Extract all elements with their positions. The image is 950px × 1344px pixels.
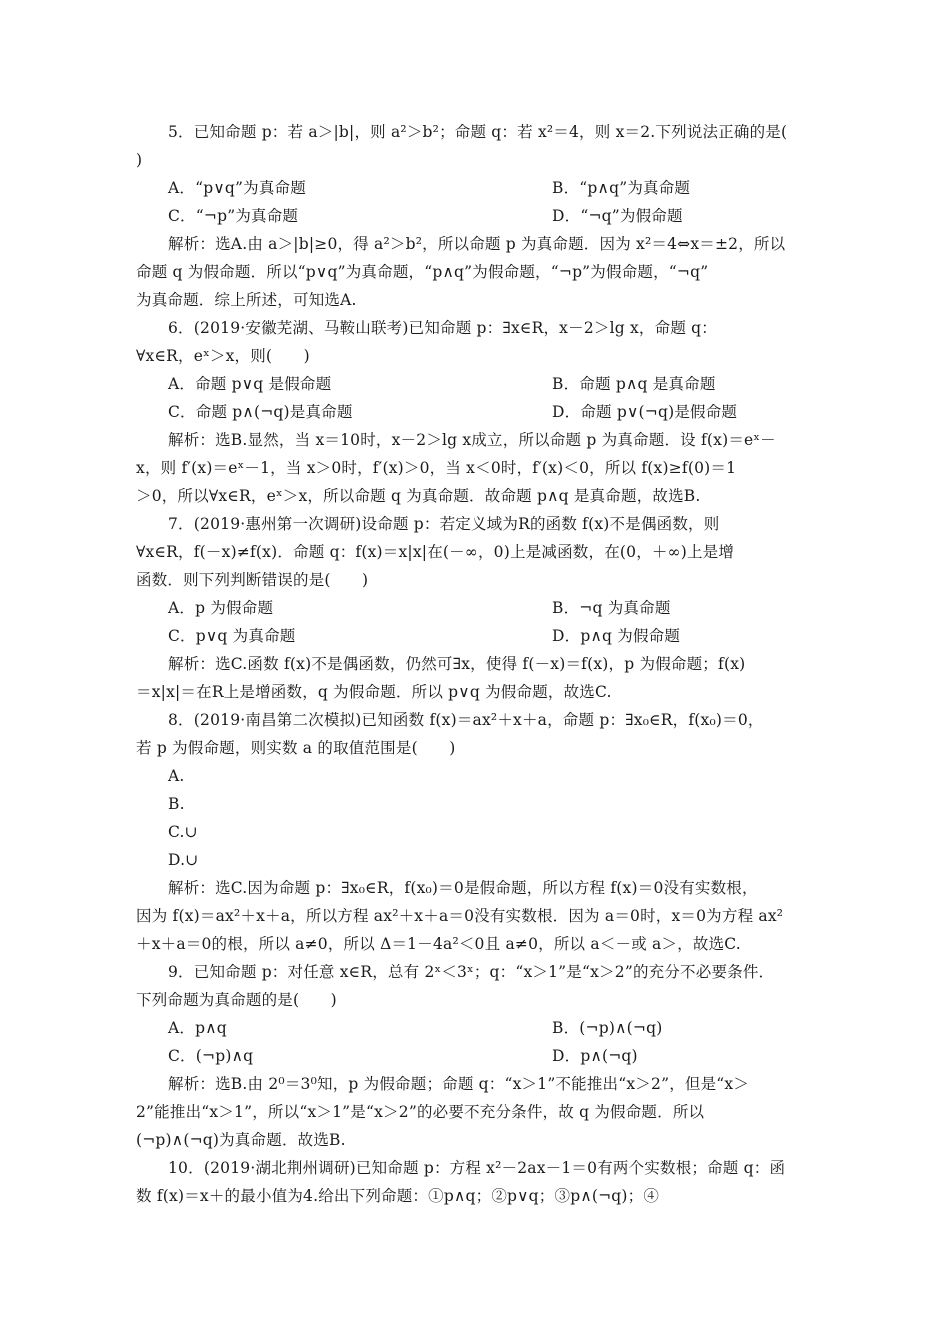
q9-option-a: A．p∧q: [168, 1019, 227, 1037]
q5-option-d: D．“¬q”为假命题: [552, 207, 683, 225]
q9-stem-cont: 下列命题为真命题的是( ): [136, 991, 337, 1009]
q8-solution: 解析：选C.因为命题 p：∃x₀∈R，f(x₀)＝0是假命题，所以方程 f(x)＝0没有实数根，: [168, 879, 758, 897]
q5-solution: 解析：选A.由 a＞|b|≥0，得 a²＞b²，所以命题 p 为真命题．因为 x²＝4⇔x＝±2，所以: [168, 235, 786, 253]
q5-solution-cont: 命题 q 为假命题．所以“p∨q”为真命题，“p∧q”为假命题，“¬p”为假命题，“¬q”: [136, 263, 709, 281]
q7-stem: 7．(2019·惠州第一次调研)设命题 p：若定义域为R的函数 f(x)不是偶函数，则: [168, 515, 720, 533]
q8-option-b: B.: [168, 795, 185, 813]
q8-solution-cont: 因为 f(x)＝ax²＋x＋a，所以方程 ax²＋x＋a＝0没有实数根．因为 a＝0时，x＝0为方程 ax²: [136, 907, 784, 925]
q8-option-d: D.∪: [168, 851, 199, 869]
q9-option-c: C．(¬p)∧q: [168, 1047, 254, 1065]
q8-stem-cont: 若 p 为假命题，则实数 a 的取值范围是( ): [136, 739, 456, 757]
q7-option-b: B．¬q 为真命题: [552, 599, 671, 617]
q10-stem-cont: 数 f(x)＝x＋的最小值为4.给出下列命题：①p∧q；②p∨q；③p∧(¬q)；④: [136, 1187, 660, 1205]
q6-solution: 解析：选B.显然，当 x＝10时，x－2＞lg x成立，所以命题 p 为真命题．设 f(x)＝eˣ－: [168, 431, 776, 449]
q6-option-b: B．命题 p∧q 是真命题: [552, 375, 716, 393]
q6-option-d: D．命题 p∨(¬q)是假命题: [552, 403, 738, 421]
q10-stem: 10．(2019·湖北荆州调研)已知命题 p：方程 x²－2ax－1＝0有两个实数根；命题 q：函: [168, 1159, 786, 1177]
q9-option-b: B．(¬p)∧(¬q): [552, 1019, 663, 1037]
q7-option-a: A．p 为假命题: [168, 599, 274, 617]
q9-stem: 9．已知命题 p：对任意 x∈R，总有 2ˣ＜3ˣ；q：“x＞1”是“x＞2”的充分不必要条件．: [168, 963, 775, 981]
q6-option-c: C．命题 p∧(¬q)是真命题: [168, 403, 353, 421]
q5-stem-cont: ): [136, 151, 143, 169]
q7-solution: 解析：选C.函数 f(x)不是偶函数，仍然可∃x，使得 f(－x)＝f(x)，p 为假命题；f(x): [168, 655, 746, 673]
q6-solution-cont: ＞0，所以∀x∈R，eˣ＞x，所以命题 q 为真命题．故命题 p∧q 是真命题，故选B.: [136, 487, 701, 505]
q5-option-a: A．“p∨q”为真命题: [168, 179, 306, 197]
q5-stem: 5．已知命题 p：若 a＞|b|，则 a²＞b²；命题 q：若 x²＝4，则 x＝2.下列说法正确的是(: [168, 123, 788, 141]
q9-option-d: D．p∧(¬q): [552, 1047, 638, 1065]
q5-option-b: B．“p∧q”为真命题: [552, 179, 691, 197]
q8-option-c: C.∪: [168, 823, 198, 841]
q8-stem: 8．(2019·南昌第二次模拟)已知函数 f(x)＝ax²＋x＋a，命题 p：∃x₀∈R，f(x₀)＝0，: [168, 711, 764, 729]
q9-solution: 解析：选B.由 2⁰＝3⁰知，p 为假命题；命题 q：“x＞1”不能推出“x＞2”，但是“x＞: [168, 1075, 750, 1093]
q7-stem-cont: ∀x∈R，f(－x)≠f(x)．命题 q：f(x)＝x|x|在(－∞，0)上是减函数，在(0，＋∞)上是增: [136, 543, 735, 561]
q7-option-d: D．p∧q 为假命题: [552, 627, 681, 645]
q6-stem: 6．(2019·安徽芜湖、马鞍山联考)已知命题 p：∃x∈R，x－2＞lg x，命题 q：: [168, 319, 717, 337]
q6-stem-cont: ∀x∈R，eˣ＞x，则( ): [136, 347, 310, 365]
q5-solution-cont: 为真命题．综上所述，可知选A.: [136, 291, 357, 309]
q9-solution-cont: 2”能推出“x＞1”，所以“x＞1”是“x＞2”的必要不充分条件，故 q 为假命题．所以: [136, 1103, 705, 1121]
q5-option-c: C．“¬p”为真命题: [168, 207, 299, 225]
q7-solution-cont: ＝x|x|＝在R上是增函数，q 为假命题．所以 p∨q 为假命题，故选C.: [136, 683, 612, 701]
q6-option-a: A．命题 p∨q 是假命题: [168, 375, 332, 393]
q6-solution-cont: x，则 f′(x)＝eˣ－1，当 x＞0时，f′(x)＞0，当 x＜0时，f′(x)＜0，所以 f(x)≥f(0)＝1: [136, 459, 737, 477]
q8-solution-cont: ＋x＋a＝0的根，所以 a≠0，所以 Δ＝1－4a²＜0且 a≠0，所以 a＜－或 a＞，故选C.: [136, 935, 741, 953]
q7-option-c: C．p∨q 为真命题: [168, 627, 296, 645]
q9-solution-cont: (¬p)∧(¬q)为真命题．故选B.: [136, 1131, 346, 1149]
q7-stem-cont: 函数．则下列判断错误的是( ): [136, 571, 369, 589]
q8-option-a: A.: [168, 767, 185, 785]
